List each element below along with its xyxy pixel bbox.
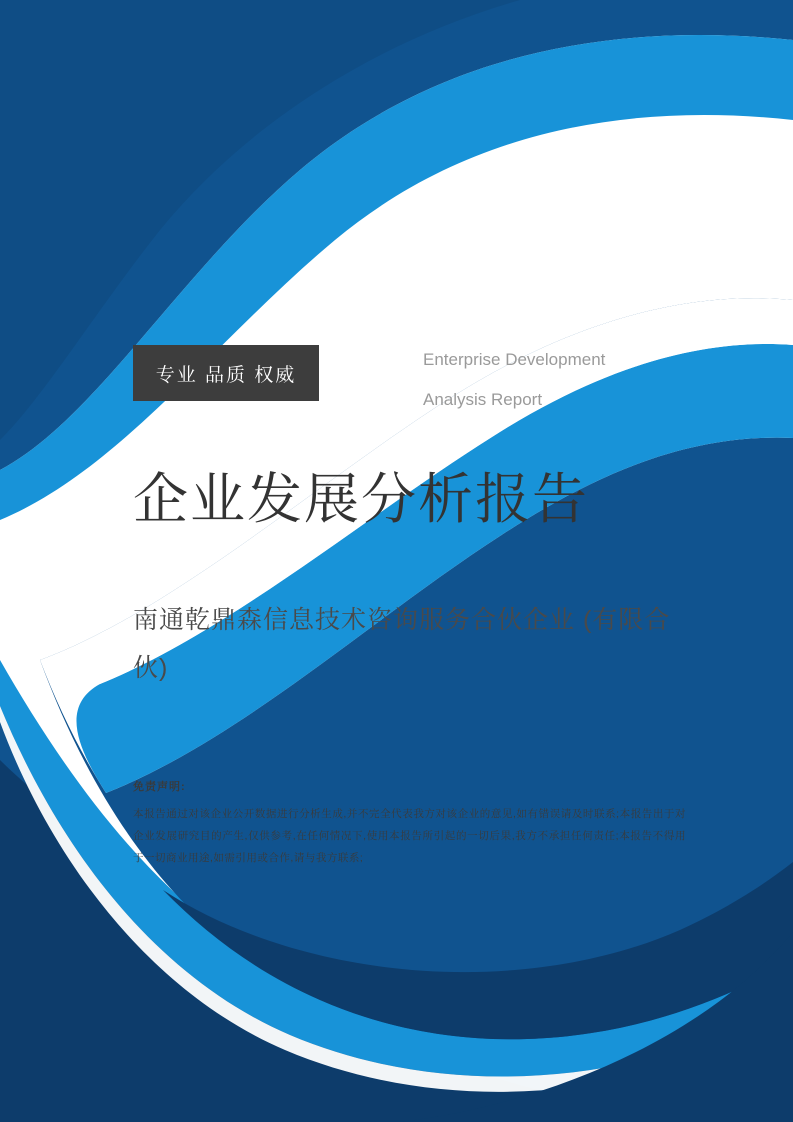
- quality-badge-label: 专业 品质 权威: [155, 364, 297, 386]
- english-title-line-1: Enterprise Development: [423, 350, 606, 369]
- disclaimer-block: [133, 778, 686, 869]
- quality-badge: [133, 345, 319, 401]
- company-name: 南通乾鼎森信息技术咨询服务合伙企业 (有限合伙): [133, 606, 671, 682]
- english-title: [423, 340, 723, 420]
- page-title: 企业发展分析报告: [133, 468, 590, 530]
- disclaimer-title: 免责声明:: [133, 781, 186, 793]
- english-title-line-2: Analysis Report: [423, 390, 543, 409]
- disclaimer-body: 本报告通过对该企业公开数据进行分析生成,并不完全代表我方对该企业的意见,如有错误请及时联系;本报告出于对企业发展研究目的产生,仅供参考,在任何情况下,使用本报告所引起的一切后果,我方不承担任何责任;本报告不得用于一切商业用途,如需引用或合作,请与我方联系;: [133, 808, 686, 864]
